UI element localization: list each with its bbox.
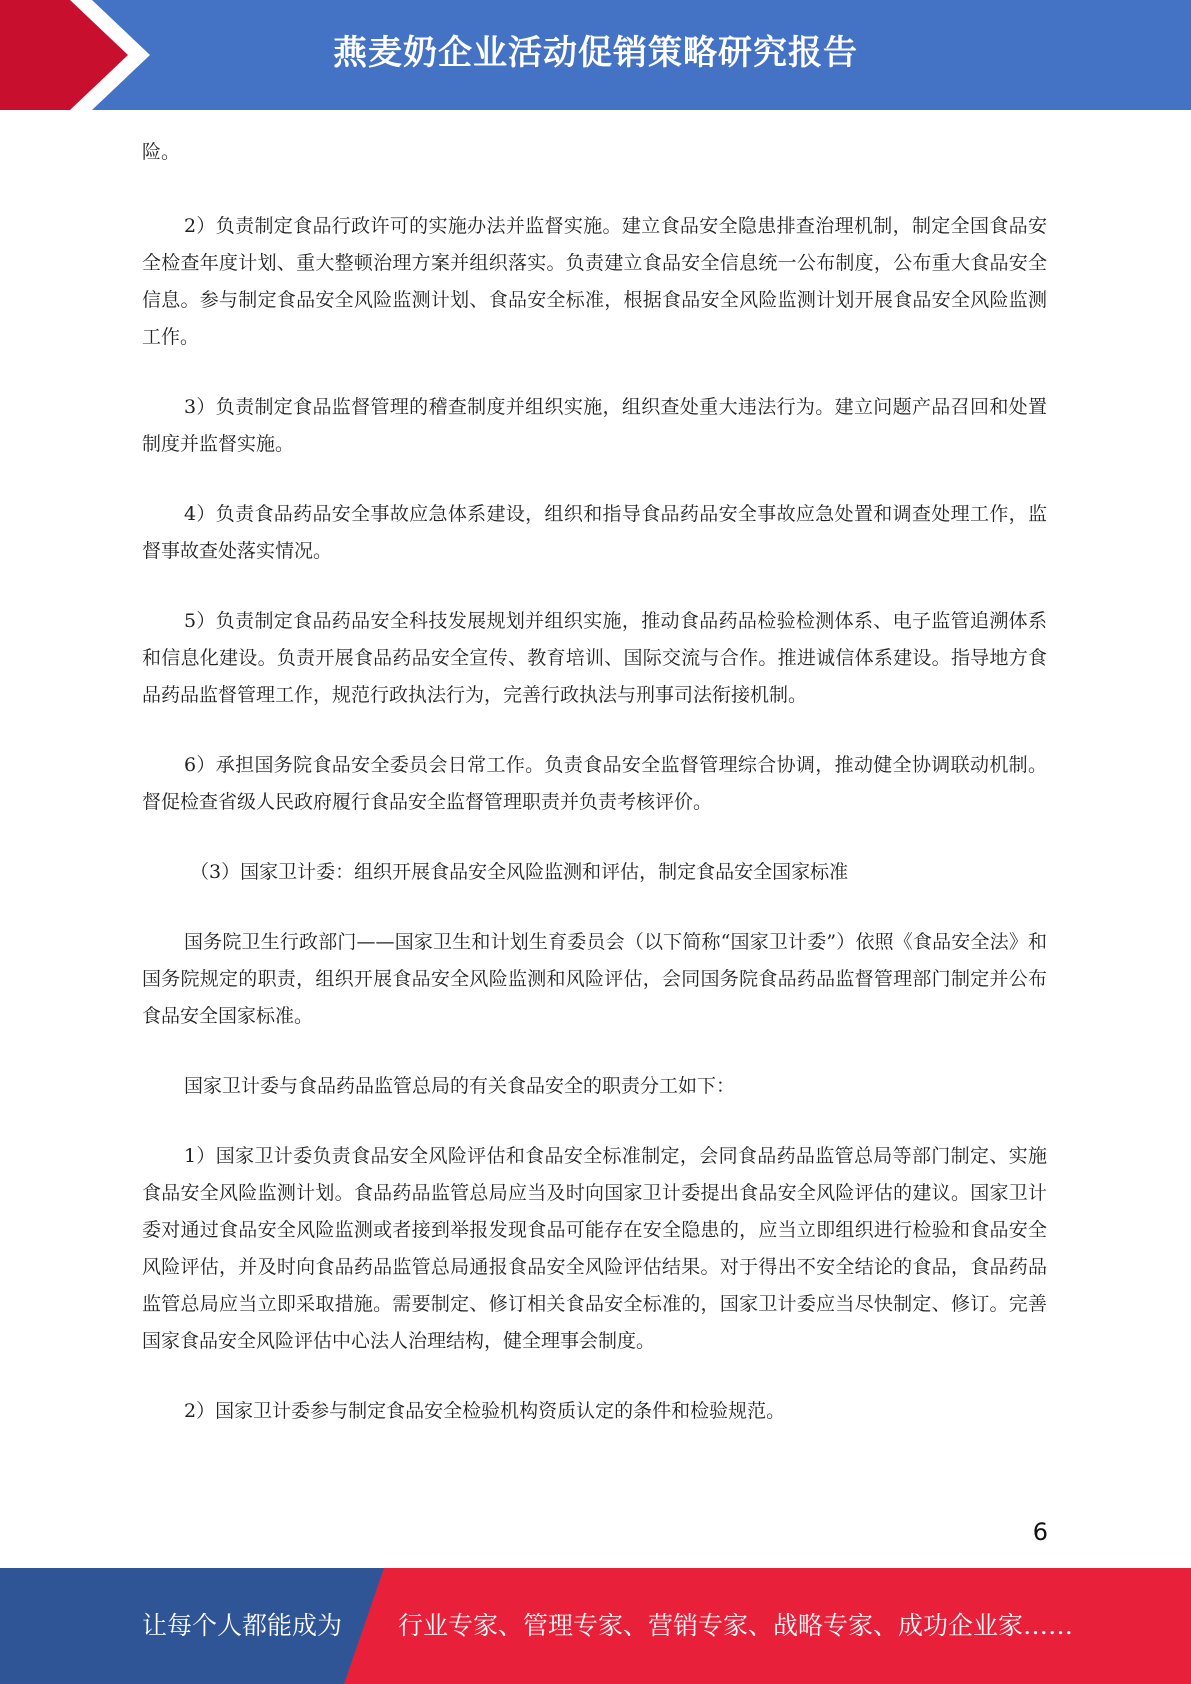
paragraph-item-5: 5）负责制定食品药品安全科技发展规划并组织实施，推动食品药品检验检测体系、电子监管追溯体系和信息化建设。负责开展食品药品安全宣传、教育培训、国际交流与合作。推进诚信体系建设。指导地方食品药品监督管理工作，规范行政执法行为，完善行政执法与刑事司法衔接机制。 bbox=[142, 610, 1047, 706]
page-header bbox=[0, 0, 1191, 110]
paragraph-division-intro: 国家卫计委与食品药品监管总局的有关食品安全的职责分工如下： bbox=[184, 1075, 736, 1097]
paragraph-continuation: 险。 bbox=[142, 141, 181, 163]
footer-slogan-left: 让每个人都能成为 bbox=[142, 1611, 343, 1640]
paragraph-nhfpc-intro: 国务院卫生行政部门——国家卫生和计划生育委员会（以下简称“国家卫计委”）依照《食品安全法》和国务院规定的职责，组织开展食品安全风险监测和风险评估，会同国务院食品药品监督管理部门制定并公布食品安全国家标准。 bbox=[142, 931, 1047, 1027]
section-heading-nhfpc: （3）国家卫计委：组织开展食品安全风险监测和评估，制定食品安全国家标准 bbox=[190, 861, 849, 883]
paragraph-item-3: 3）负责制定食品监督管理的稽查制度并组织实施，组织查处重大违法行为。建立问题产品召回和处置制度并监督实施。 bbox=[142, 396, 1047, 455]
footer-slogan-right: 行业专家、管理专家、营销专家、战略专家、成功企业家…… bbox=[398, 1611, 1074, 1640]
paragraph-division-2: 2）国家卫计委参与制定食品安全检验机构资质认定的条件和检验规范。 bbox=[184, 1400, 786, 1422]
page-footer bbox=[0, 1568, 1191, 1684]
report-title: 燕麦奶企业活动促销策略研究报告 bbox=[333, 33, 858, 73]
paragraph-item-6: 6）承担国务院食品安全委员会日常工作。负责食品安全监督管理综合协调，推动健全协调联动机制。督促检查省级人民政府履行食品安全监督管理职责并负责考核评价。 bbox=[142, 754, 1047, 813]
paragraph-item-4: 4）负责食品药品安全事故应急体系建设，组织和指导食品药品安全事故应急处置和调查处理工作，监督事故查处落实情况。 bbox=[142, 503, 1047, 562]
page-number: 6 bbox=[1032, 1518, 1048, 1546]
paragraph-item-2: 2）负责制定食品行政许可的实施办法并监督实施。建立食品安全隐患排查治理机制，制定全国食品安全检查年度计划、重大整顿治理方案并组织落实。负责建立食品安全信息统一公布制度，公布重大食品安全信息。参与制定食品安全风险监测计划、食品安全标准，根据食品安全风险监测计划开展食品安全风险监测工作。 bbox=[142, 215, 1047, 348]
document-body bbox=[142, 134, 1047, 1463]
paragraph-division-1: 1）国家卫计委负责食品安全风险评估和食品安全标准制定，会同食品药品监管总局等部门制定、实施食品安全风险监测计划。食品药品监管总局应当及时向国家卫计委提出食品安全风险评估的建议。国家卫计委对通过食品安全风险监测或者接到举报发现食品可能存在安全隐患的，应当立即组织进行检验和食品安全风险评估，并及时向食品药品监管总局通报食品安全风险评估结果。对于得出不安全结论的食品，食品药品监管总局应当立即采取措施。需要制定、修订相关食品安全标准的，国家卫计委应当尽快制定、修订。完善国家食品安全风险评估中心法人治理结构，健全理事会制度。 bbox=[142, 1145, 1047, 1352]
